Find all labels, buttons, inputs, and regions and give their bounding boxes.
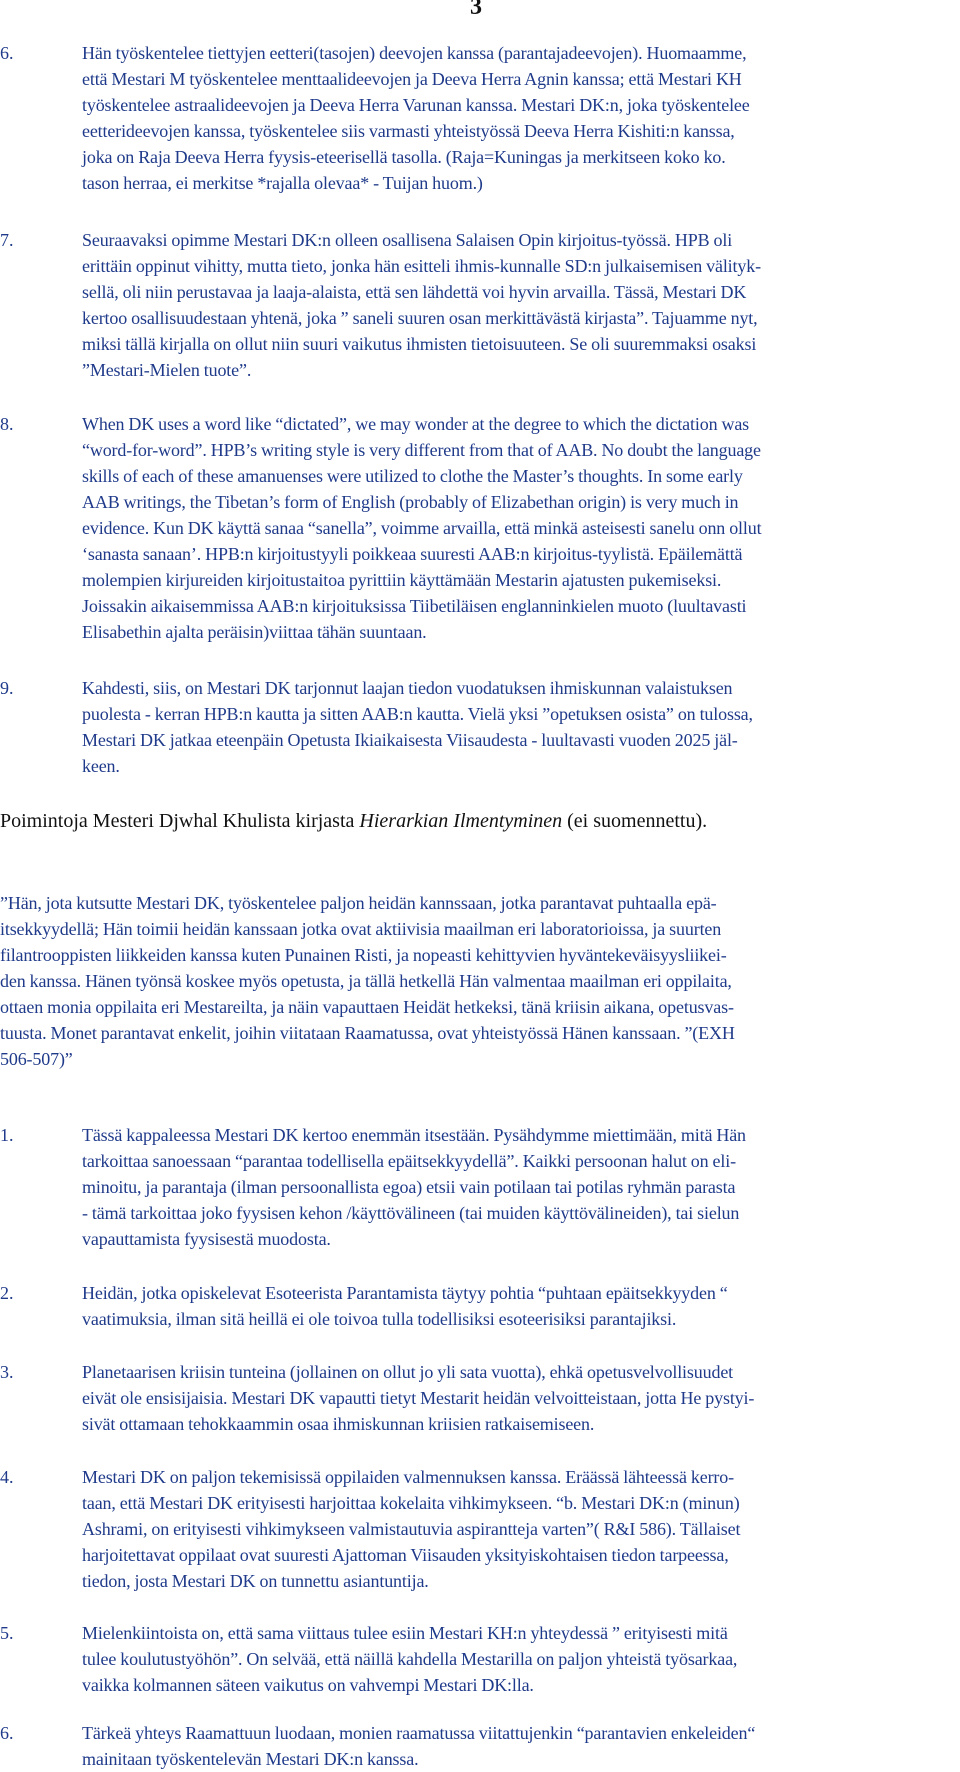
text-line: tason herraa, ei merkitse *rajalla olevaa* - Tuijan huom.): [82, 173, 483, 193]
quote-line: den kanssa. Hänen työnsä koskee myös opetusta, ja tällä hetkellä Hän valmentaa maailman eri oppilaita,: [0, 971, 732, 991]
text-line: sellä, oli niin perustavaa ja laaja-alaista, että sen lähdettä voi hyvin arvailla. Tässä, Mestari DK: [82, 282, 747, 302]
page-number: 3: [470, 0, 482, 20]
list-item-text: [82, 227, 940, 383]
text-line: kertoo osallisuudestaan yhtenä, joka ” saneli suuren osan merkittävästä kirjasta”. Tajuamme nyt,: [82, 308, 758, 328]
text-line: AAB writings, the Tibetan’s form of English (probably of Elizabethan origin) is very much in: [82, 492, 739, 512]
list-item-8: [0, 411, 960, 645]
text-line: vaatimuksia, ilman sitä heillä ei ole toivoa tulla todellisiksi esoteerisiksi parantajiksi.: [82, 1309, 677, 1329]
text-line: Tärkeä yhteys Raamattuun luodaan, monien raamatussa viitattujenkin “parantavien enkeleiden“: [82, 1723, 756, 1743]
list-item-text: [82, 675, 940, 779]
text-line: joka on Raja Deeva Herra fyysis-eteerisellä tasolla. (Raja=Kuningas ja merkitseen koko ko.: [82, 147, 726, 167]
list-item-number: 7.: [0, 230, 14, 250]
text-line: että Mestari M työskentelee menttaalideevojen ja Deeva Herra Agnin kanssa; että Mestari KH: [82, 69, 742, 89]
text-line: skills of each of these amanuenses were utilized to clothe the Master’s thoughts. In some early: [82, 466, 743, 486]
text-line: tarkoittaa sanoessaan “parantaa todellisella epäitsekkyydellä”. Kaikki persoonan halut on eli-: [82, 1151, 736, 1171]
list-item-number: 9.: [0, 678, 14, 698]
list-item-6b: [0, 1720, 960, 1772]
text-line: tiedon, josta Mestari DK on tunnettu asiantuntija.: [82, 1571, 429, 1591]
text-line: miksi tällä kirjalla on ollut niin suuri vaikutus ihmisten tietoisuuteen. Se oli suuremmaksi osaksi: [82, 334, 757, 354]
text-line: Heidän, jotka opiskelevat Esoteerista Parantamista täytyy pohtia “puhtaan epäitsekkyyden “: [82, 1283, 728, 1303]
list-item-number: 4.: [0, 1467, 14, 1487]
text-line: työskentelee astraalideevojen ja Deeva Herra Varunan kanssa. Mestari DK:n, joka työskentelee: [82, 95, 750, 115]
quote-line: ”Hän, jota kutsutte Mestari DK, työskentelee paljon heidän kannssaan, jotka parantavat puhtaalla epä-: [0, 893, 717, 913]
text-line: vapauttamista fyysisestä muodosta.: [82, 1229, 331, 1249]
text-line: taan, että Mestari DK erityisesti harjoittaa kokelaita vihkimykseen. “b. Mestari DK:n (minun): [82, 1493, 740, 1513]
heading-prefix: Poimintoja Mesteri Djwhal Khulista kirjasta: [0, 810, 360, 832]
list-item-text: [82, 1620, 940, 1698]
text-line: Seuraavaksi opimme Mestari DK:n olleen osallisena Salaisen Opin kirjoitus-työssä. HPB oli: [82, 230, 733, 250]
list-item-6a: [0, 40, 960, 196]
text-line: Hän työskentelee tiettyjen eetteri(tasojen) deevojen kanssa (parantajadeevojen). Huomaamme,: [82, 43, 747, 63]
list-item-number: 6.: [0, 1723, 14, 1743]
quote-block: [0, 890, 945, 1072]
text-line: eetterideevojen kanssa, työskentelee siis varmasti yhteistyössä Deeva Herra Kishiti:n kanssa,: [82, 121, 735, 141]
text-line: Planetaarisen kriisin tunteina (jollainen on ollut jo yli sata vuotta), ehkä opetusvelvollisuudet: [82, 1362, 734, 1382]
list-item-2: [0, 1280, 960, 1332]
text-line: keen.: [82, 756, 120, 776]
heading-suffix: (ei suomennettu).: [562, 810, 708, 832]
text-line: ”Mestari-Mielen tuote”.: [82, 360, 252, 380]
text-line: When DK uses a word like “dictated”, we may wonder at the degree to which the dictation was: [82, 414, 750, 434]
text-line: vaikka kolmannen säteen vaikutus on vahvempi Mestari DK:lla.: [82, 1675, 534, 1695]
list-item-text: [82, 1720, 940, 1772]
list-item-number: 1.: [0, 1125, 14, 1145]
section-heading: [0, 810, 707, 833]
list-item-text: [82, 1280, 940, 1332]
text-line: Joissakin aikaisemmissa AAB:n kirjoituksissa Tiibetiläisen englanninkielen muoto (luultavasti: [82, 596, 747, 616]
text-line: Ashrami, on erityisesti vihkimykseen valmistautuvia aspirantteja varten”( R&I 586). Tällaiset: [82, 1519, 741, 1539]
list-item-5: [0, 1620, 960, 1698]
list-item-text: [82, 40, 940, 196]
text-line: evidence. Kun DK käyttä sanaa “sanella”, voimme arvailla, että minkä asteisesti sanelu onn ollut: [82, 518, 762, 538]
list-item-9: [0, 675, 960, 779]
list-item-1: [0, 1122, 960, 1252]
list-item-number: 8.: [0, 414, 14, 434]
text-line: Mestari DK jatkaa eteenpäin Opetusta Ikiaikaisesta Viisaudesta - luultavasti vuoden 2025 jäl-: [82, 730, 738, 750]
text-line: molempien kirjureiden kirjoitustaitoa pyrittiin käyttämään Mestarin ajatusten pukemiseksi.: [82, 570, 722, 590]
text-line: Mielenkiintoista on, että sama viittaus tulee esiin Mestari KH:n yhteydessä ” erityisesti mitä: [82, 1623, 728, 1643]
list-item-text: [82, 1122, 940, 1252]
list-item-text: [82, 1464, 940, 1594]
quote-line: 506-507)”: [0, 1049, 73, 1069]
quote-line: filantrooppisten liikkeiden kanssa kuten Punainen Risti, ja nopeasti kehittyvien hyväntekeväisyysliikei-: [0, 945, 727, 965]
text-line: Mestari DK on paljon tekemisissä oppilaiden valmennuksen kanssa. Eräässä lähteessä kerro-: [82, 1467, 734, 1487]
list-item-text: [82, 411, 940, 645]
text-line: harjoitettavat oppilaat ovat suuresti Ajattoman Viisauden yksityiskohtaisen tiedon tarpeessa,: [82, 1545, 729, 1565]
list-item-3: [0, 1359, 960, 1437]
list-item-number: 2.: [0, 1283, 14, 1303]
heading-book-title: Hierarkian Ilmentyminen: [359, 810, 563, 832]
list-item-4: [0, 1464, 960, 1594]
list-item-7: [0, 227, 960, 383]
list-item-number: 5.: [0, 1623, 14, 1643]
text-line: Tässä kappaleessa Mestari DK kertoo enemmän itsestään. Pysähdymme miettimään, mitä Hän: [82, 1125, 746, 1145]
text-line: - tämä tarkoittaa joko fyysisen kehon /käyttövälineen (tai muiden käyttövälineiden), tai sielun: [82, 1203, 740, 1223]
text-line: “word-for-word”. HPB’s writing style is very different from that of AAB. No doubt the language: [82, 440, 761, 460]
text-line: tulee koulutustyöhön”. On selvää, että näillä kahdella Mestarilla on paljon yhteistä työsarkaa,: [82, 1649, 738, 1669]
quote-line: ottaen monia oppilaita eri Mestareilta, ja näin vapauttaen Heidät hetkeksi, tänä kriisin aikana, opetusvas-: [0, 997, 734, 1017]
list-item-text: [82, 1359, 940, 1437]
text-line: eivät ole ensisijaisia. Mestari DK vapautti tietyt Mestarit heidän velvoitteistaan, jotta He pystyi-: [82, 1388, 755, 1408]
list-item-number: 6.: [0, 43, 14, 63]
quote-line: tuusta. Monet parantavat enkelit, joihin viitataan Raamatussa, ovat yhteistyössä Hänen kanssaan. ”(EXH: [0, 1023, 735, 1043]
text-line: puolesta - kerran HPB:n kautta ja sitten AAB:n kautta. Vielä yksi ”opetuksen osista” on tulossa,: [82, 704, 753, 724]
text-line: sivät ottamaan tehokkaammin osaa ihmiskunnan kriisien ratkaisemiseen.: [82, 1414, 595, 1434]
text-line: Kahdesti, siis, on Mestari DK tarjonnut laajan tiedon vuodatuksen ihmiskunnan valaistuksen: [82, 678, 733, 698]
text-line: mainitaan työskentelevän Mestari DK:n kanssa.: [82, 1749, 419, 1769]
text-line: minoitu, ja parantaja (ilman persoonallista egoa) etsii vain potilaan tai potilas ryhmän parasta: [82, 1177, 736, 1197]
text-line: erittäin oppinut vihitty, mutta tieto, jonka hän esitteli ihmis-kunnalle SD:n julkaisemisen välityk-: [82, 256, 761, 276]
text-line: ‘sanasta sanaan’. HPB:n kirjoitustyyli poikkeaa suuresti AAB:n kirjoitus-tyylistä. Epäilemättä: [82, 544, 743, 564]
text-line: Elisabethin ajalta peräisin)viittaa tähän suuntaan.: [82, 622, 427, 642]
quote-line: itsekkyydellä; Hän toimii heidän kanssaan jotka ovat aktiivisia maailman eri laboratorioissa, ja suurten: [0, 919, 722, 939]
list-item-number: 3.: [0, 1362, 14, 1382]
